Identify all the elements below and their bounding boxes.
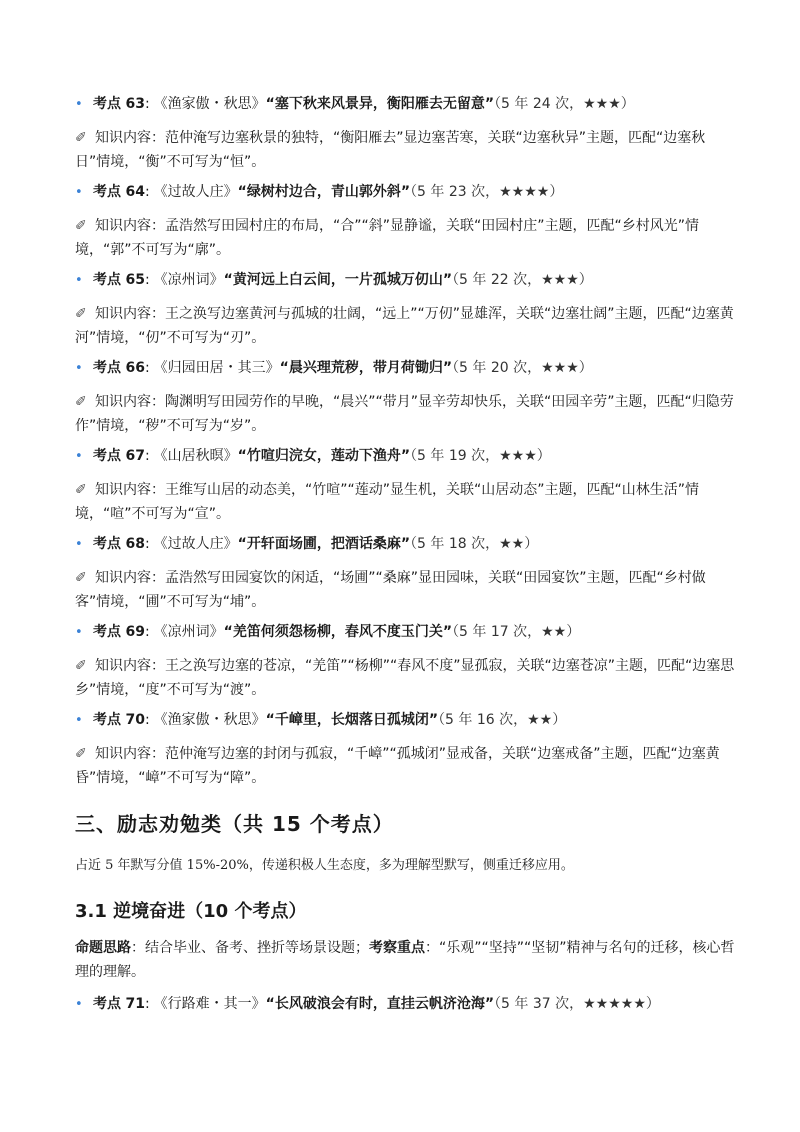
entry-source: 《行路难・其一》 [153, 996, 266, 1012]
entry-count: （5 年 37 次，★★★★★） [494, 996, 660, 1012]
entry-source: 《凉州词》 [153, 624, 224, 640]
entry-separator: : [144, 360, 150, 376]
entry-heading [75, 534, 740, 555]
bullet-icon: • [75, 997, 83, 1012]
entry-quote: “晨兴理荒秽，带月荷锄归” [279, 360, 453, 376]
entry-heading [75, 622, 740, 643]
entry-source: 《过故人庄》 [153, 184, 238, 200]
entry-number: 69 [125, 624, 145, 640]
entry-quote: “竹喧归浣女，莲动下渔舟” [237, 448, 411, 464]
entry-count: （5 年 20 次，★★★） [452, 360, 593, 376]
knowledge-text: 知识内容：孟浩然写田园宴饮的闲适，“场圃”“桑麻”显田园味，关联“田园宴饮”主题，匹配“乡村做客”情境，“圃”不可写为“埔”。 [75, 570, 706, 610]
bullet-icon: • [75, 273, 83, 288]
entry-quote: “黄河远上白云间，一片孤城万仞山” [223, 272, 453, 288]
pencil-icon: ✐ [75, 306, 87, 322]
lead-label: 命题思路 [75, 940, 131, 956]
entry-source: 《渔家傲・秋思》 [153, 712, 266, 728]
pencil-icon: ✐ [75, 130, 87, 146]
entry-label: 考点 [93, 624, 121, 640]
pencil-icon: ✐ [75, 218, 87, 234]
entry-label: 考点 [93, 272, 121, 288]
lead-text: ：“乐观”“坚持”“坚韧”精神与名句的迁移，核心哲理的理解。 [75, 940, 735, 980]
entry-source: 《渔家傲・秋思》 [153, 96, 266, 112]
pencil-icon: ✐ [75, 746, 87, 762]
entry-separator: : [144, 272, 150, 288]
entry-number: 64 [125, 184, 145, 200]
knowledge-text: 知识内容：陶渊明写田园劳作的早晚，“晨兴”“带月”显辛劳却快乐，关联“田园辛劳”主题，匹配“归隐劳作”情境，“秽”不可写为“岁”。 [75, 394, 734, 434]
bullet-icon: • [75, 185, 83, 200]
entry-heading [75, 270, 740, 291]
knowledge-paragraph [75, 390, 740, 438]
entry-separator: : [144, 96, 150, 112]
knowledge-text: 知识内容：范仲淹写边塞的封闭与孤寂，“千嶂”“孤城闭”显戒备，关联“边塞戒备”主题，匹配“边塞黄昏”情境，“嶂”不可写为“障”。 [75, 746, 720, 786]
entry-heading [75, 446, 740, 467]
pencil-icon: ✐ [75, 482, 87, 498]
entry-quote: “长风破浪会有时，直挂云帆济沧海” [265, 996, 495, 1012]
entry-label: 考点 [93, 712, 121, 728]
entry-quote: “千嶂里，长烟落日孤城闭” [265, 712, 439, 728]
knowledge-text: 知识内容：王维写山居的动态美，“竹喧”“莲动”显生机，关联“山居动态”主题，匹配“山林生活”情境，“喧”不可写为“宣”。 [75, 482, 700, 522]
knowledge-text: 知识内容：王之涣写边塞黄河与孤城的壮阔，“远上”“万仞”显雄浑，关联“边塞壮阔”主题，匹配“边塞黄河”情境，“仞”不可写为“刃”。 [75, 306, 734, 346]
entry-heading [75, 94, 740, 115]
knowledge-paragraph [75, 654, 740, 702]
entry-quote: “绿树村边合，青山郭外斜” [237, 184, 411, 200]
entry-label: 考点 [93, 996, 121, 1012]
entry-count: （5 年 17 次，★★） [452, 624, 581, 640]
section-title: 三、励志劝勉类（共 15 个考点） [75, 812, 394, 836]
lead-label: 考察重点 [369, 940, 425, 956]
entry-source: 《过故人庄》 [153, 536, 238, 552]
entry-count: （5 年 22 次，★★★） [452, 272, 593, 288]
entry-number: 68 [125, 536, 145, 552]
entry-separator: : [144, 996, 150, 1012]
pencil-icon: ✐ [75, 394, 87, 410]
bullet-icon: • [75, 97, 83, 112]
entry-heading [75, 358, 740, 379]
entry-quote: “塞下秋来风景异，衡阳雁去无留意” [265, 96, 495, 112]
section-intro: 占近 5 年默写分值 15%-20%，传递积极人生态度，多为理解型默写，侧重迁移应用。 [75, 858, 574, 873]
entry-quote: “羌笛何须怨杨柳，春风不度玉门关” [223, 624, 453, 640]
subsection-lead [75, 936, 740, 984]
entry-label: 考点 [93, 448, 121, 464]
entry-label: 考点 [93, 184, 121, 200]
entry-number: 71 [125, 996, 145, 1012]
pencil-icon: ✐ [75, 570, 87, 586]
entry-heading [75, 994, 740, 1015]
entry-separator: : [144, 624, 150, 640]
entry-source: 《凉州词》 [153, 272, 224, 288]
knowledge-paragraph [75, 126, 740, 174]
entry-count: （5 年 19 次，★★★） [410, 448, 551, 464]
entry-separator: : [144, 448, 150, 464]
entry-quote: “开轩面场圃，把酒话桑麻” [237, 536, 411, 552]
entry-heading [75, 710, 740, 731]
entry-number: 63 [125, 96, 145, 112]
bullet-icon: • [75, 625, 83, 640]
entry-count: （5 年 24 次，★★★） [494, 96, 635, 112]
entry-number: 65 [125, 272, 145, 288]
knowledge-paragraph [75, 566, 740, 614]
entry-count: （5 年 16 次，★★） [438, 712, 567, 728]
entry-separator: : [144, 184, 150, 200]
entry-number: 70 [125, 712, 145, 728]
entry-label: 考点 [93, 536, 121, 552]
bullet-icon: • [75, 537, 83, 552]
entry-source: 《山居秋暝》 [153, 448, 238, 464]
bullet-icon: • [75, 713, 83, 728]
entry-source: 《归园田居・其三》 [153, 360, 280, 376]
lead-text: ：结合毕业、备考、挫折等场景设题； [131, 940, 369, 956]
knowledge-paragraph [75, 742, 740, 790]
entry-number: 67 [125, 448, 145, 464]
entry-separator: : [144, 536, 150, 552]
bullet-icon: • [75, 449, 83, 464]
entry-number: 66 [125, 360, 145, 376]
entry-label: 考点 [93, 96, 121, 112]
subsection-title: 3.1 逆境奋进（10 个考点） [75, 901, 307, 922]
entry-separator: : [144, 712, 150, 728]
knowledge-paragraph [75, 214, 740, 262]
entry-label: 考点 [93, 360, 121, 376]
pencil-icon: ✐ [75, 658, 87, 674]
knowledge-text: 知识内容：王之涣写边塞的苍凉，“羌笛”“杨柳”“春风不度”显孤寂，关联“边塞苍凉”主题，匹配“边塞思乡”情境，“度”不可写为“渡”。 [75, 658, 735, 698]
knowledge-text: 知识内容：孟浩然写田园村庄的布局，“合”“斜”显静谧，关联“田园村庄”主题，匹配“乡村风光”情境，“郭”不可写为“廓”。 [75, 218, 700, 258]
knowledge-paragraph [75, 302, 740, 350]
knowledge-text: 知识内容：范仲淹写边塞秋景的独特，“衡阳雁去”显边塞苦寒，关联“边塞秋异”主题，匹配“边塞秋日”情境，“衡”不可写为“恒”。 [75, 130, 706, 170]
entry-count: （5 年 23 次，★★★★） [410, 184, 564, 200]
knowledge-paragraph [75, 478, 740, 526]
bullet-icon: • [75, 361, 83, 376]
entry-count: （5 年 18 次，★★） [410, 536, 539, 552]
entry-heading [75, 182, 740, 203]
